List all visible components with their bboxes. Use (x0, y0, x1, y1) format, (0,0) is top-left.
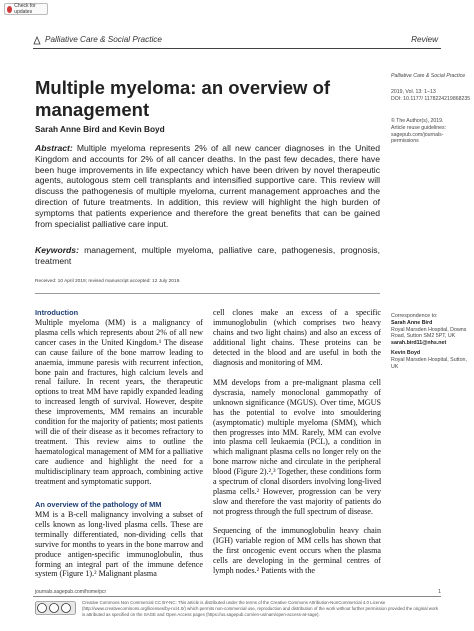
meta-copyright-text: © The Author(s), 2019. (391, 118, 444, 124)
meta-journal: Palliative Care & Social Practice (391, 73, 466, 79)
correspondence-address-2: Royal Marsden Hospital, Sutton, UK (391, 356, 467, 370)
license-text: Creative Commons Non Commercial CC BY-NC: This article is distributed under the terms of the Creative Commons Attribution-NonCommercial 4.0 License (http://www.creativecommons.org/licenses/by-nc/4.0/) which permits non-commercial use, reproduction and distribution of the work without further permission provided the original work is attributed as specified on the SAGE and Open Access pages (https://us.sagepub.com/en-us/nam/open-access-at-sage). (82, 600, 439, 617)
article-title: Multiple myeloma: an overview of management (35, 77, 331, 120)
correspondence-label: Correspondence to: (391, 313, 438, 319)
pathology-heading: An overview of the pathology of MM (35, 500, 162, 509)
correspondence-name-1: Sarah Anne Bird (391, 319, 433, 326)
abstract-text: Multiple myeloma represents 2% of all new cancer diagnoses in the United Kingdom and accounts for 2% of all cancer deaths. In the past few decades, there have been huge improvements in life expectancy which have been driven by novel therapeutic agents, autologous stem cell transplants and intensified supportive care. This review will discuss the pathogenesis of multiple myeloma, current management approaches and the direction of future treatments. In addition, this review will highlight the high burden of symptoms that patients experience and therefore the great benefits that can be gained from specialist palliative care input. (35, 143, 380, 229)
keywords-text: management, multiple myeloma, palliative care, pathogenesis, prognosis, treatment (35, 245, 380, 266)
footer-journal-url[interactable]: journals.sagepub.com/home/pcr (35, 589, 107, 595)
correspondence (391, 313, 471, 370)
keywords-label: Keywords: (35, 245, 79, 255)
col2-paragraph-3: Sequencing of the immunoglobulin heavy chain (IGH) variable region of MM cells has shown that the first oncogenic event occurs when the plasma cells are developing in the germinal centres of lymph nodes.² Patients with the (213, 526, 381, 575)
pathology-paragraph: MM is a B-cell malignancy involving a subset of cells known as long-lived plasma cells. These are terminally differentiated, non-dividing cells that survive for months to years in the bone marrow and produce antigen-specific immunoglobulin, thus forming an integral part of the immune defence system (Figure 1).² Malignant plasma (35, 510, 203, 579)
meta-volume: 2019, Vol. 13: 1–13 (391, 89, 436, 95)
col2-paragraph-2: MM develops from a pre-malignant plasma cell dyscrasia, namely monoclonal gammopathy of unknown significance (MGUS). Over time, MGUS has the potential to evolve into smouldering (asymptomatic) multiple myeloma (SMM), which then progresses into MM. Rarely, MM can evolve into plasma cell leukaemia (PCL), a condition in which malignant plasma cells no longer rely on the bone marrow niche and circulate in the peripheral blood (Figure 2).²,³ Together, these conditions form a spectrum of clonal disorders involving long-lived plasma cells.² However, progression can be very slow and therefore the vast majority of patients do not progress through the full spectrum of disease. (213, 378, 381, 516)
meta-volume-doi (391, 89, 471, 103)
correspondence-address-1: Royal Marsden Hospital, Downs Road, Sutton SM2 5PT, UK (391, 326, 467, 340)
correspondence-email[interactable]: sarah.bird11@nhs.net (391, 340, 447, 347)
check-updates-label: Check for updates (14, 3, 36, 15)
meta-reuse-link[interactable]: Article reuse guidelines: sagepub.com/journals- permissions (391, 124, 447, 145)
abstract (35, 143, 380, 229)
footer-divider (33, 596, 441, 597)
correspondence-name-2: Kevin Boyd (391, 349, 421, 356)
meta-copyright (391, 118, 471, 145)
article-type-label: Review (411, 35, 438, 44)
intro-heading: Introduction (35, 308, 79, 317)
meta-doi[interactable]: DOI: 10.1177/ 1178224219868235 (391, 95, 471, 102)
check-updates-icon (7, 6, 12, 13)
abstract-divider (35, 293, 380, 294)
quill-icon (33, 36, 41, 45)
article-authors: Sarah Anne Bird and Kevin Boyd (35, 124, 165, 134)
header-divider (33, 48, 441, 49)
keywords (35, 245, 380, 267)
check-for-updates-badge[interactable] (4, 3, 48, 15)
creative-commons-icon (35, 601, 76, 615)
intro-paragraph: Multiple myeloma (MM) is a malignancy of plasma cells which represents about 2% of all new cancer cases in the United Kingdom.¹ The disease can cause failure of the bone marrow leading to anaemia, immune paresis with recurrent infection, bone pain and fractures, high calcium levels and renal failure. In recent years, the therapeutic options to treat MM have rapidly expanded leading to increased length of survival. However, despite these improvements, MM remains an incurable condition for the majority of patients; most patients will die of their disease as it becomes refractory to treatment. This review aims to outline the haematological management of MM for a palliative care audience and highlight the need for a multidisciplinary team approach, combining active treatment and symptomatic support. (35, 318, 203, 486)
journal-name: Palliative Care & Social Practice (45, 35, 162, 44)
abstract-label: Abstract: (35, 143, 73, 153)
col2-paragraph-1: cell clones make an excess of a specific immunoglobulin (which comprises two heavy chains and two light chains) and also an excess of additional light chains. These proteins can be detected in the blood and are useful in both the diagnosis and monitoring of MM. (213, 308, 381, 367)
received-dates: Received: 10 April 2019; revised manuscript accepted: 12 July 2019. (35, 279, 181, 284)
page-number: 1 (438, 589, 441, 595)
